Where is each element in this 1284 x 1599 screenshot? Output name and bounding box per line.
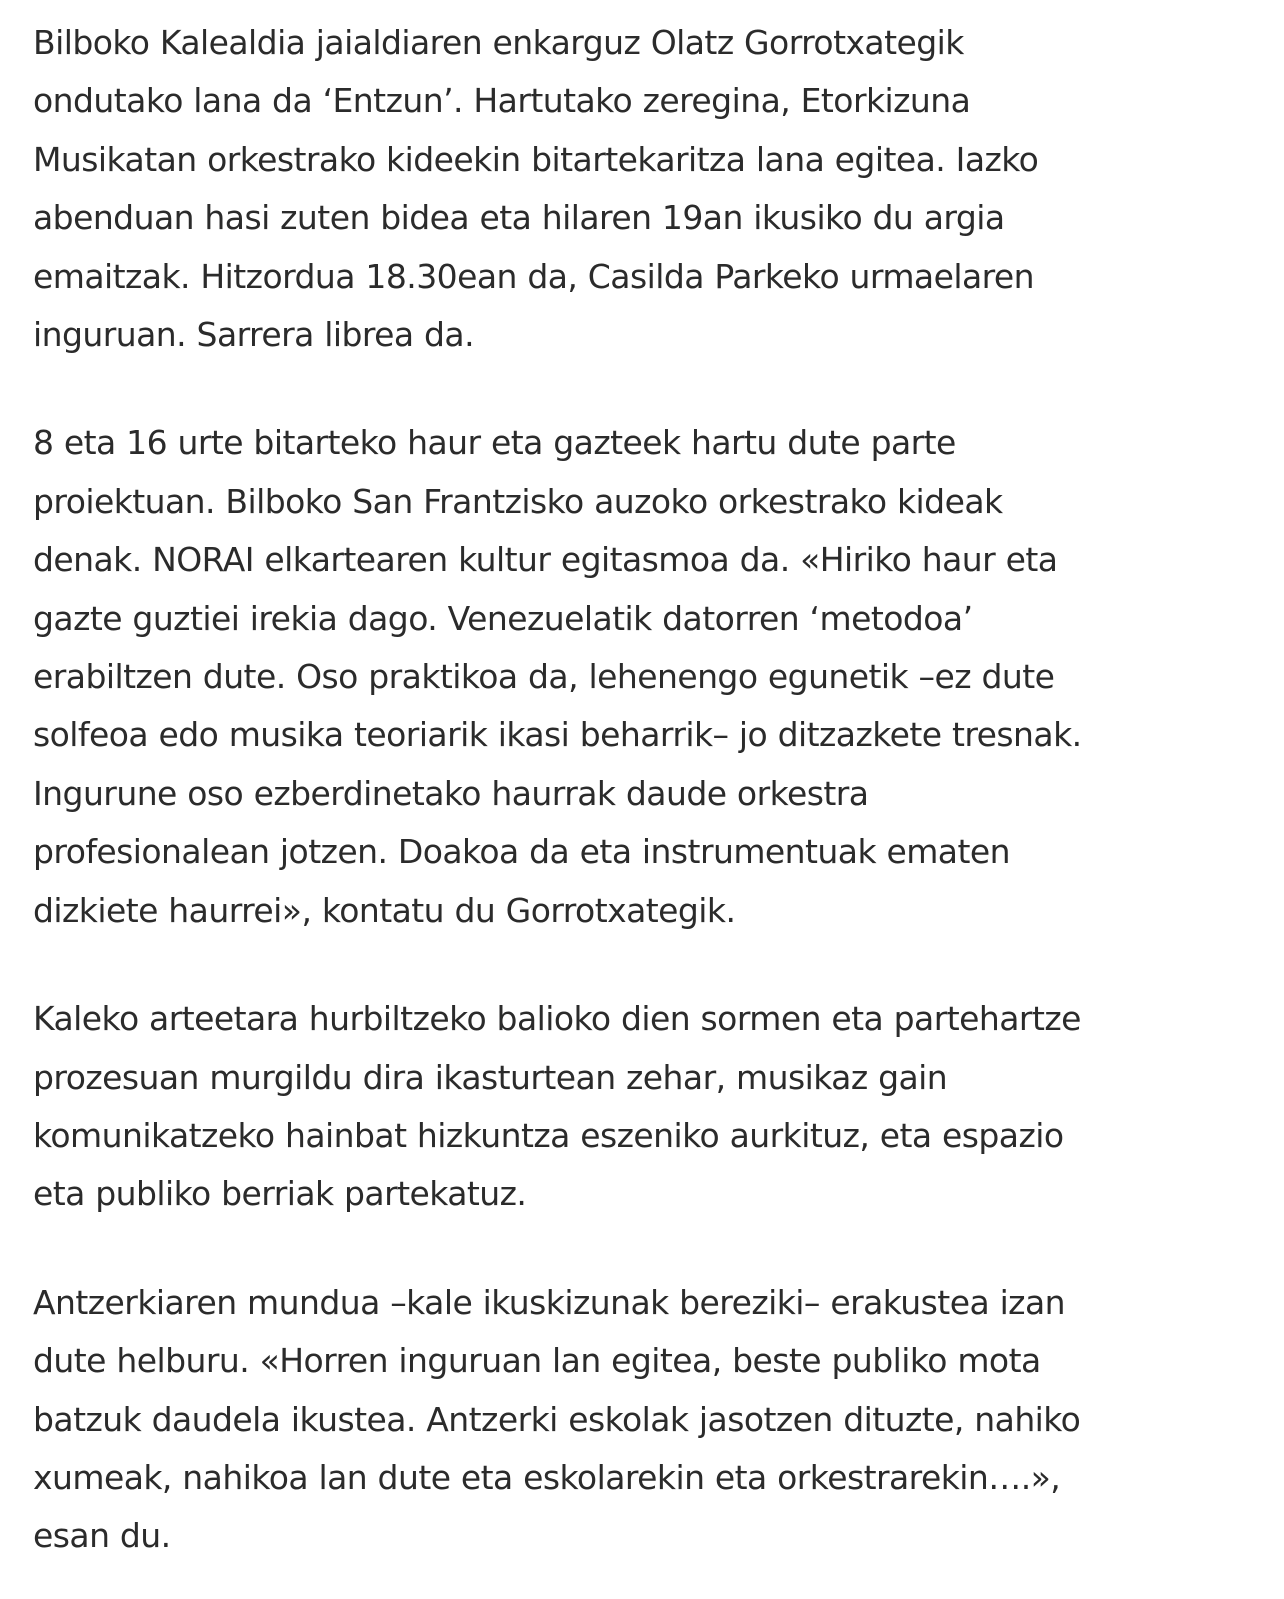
paragraph-1 [33, 14, 1233, 364]
paragraph-2 [33, 414, 1233, 940]
text-line: prozesuan murgildu dira ikasturtean zehar, musikaz gain [33, 1057, 948, 1097]
paragraph-4 [33, 1274, 1233, 1566]
paragraph-3 [33, 990, 1233, 1224]
text-line: dizkiete haurrei», kontatu du Gorrotxategik. [33, 890, 736, 930]
text-line: Kaleko arteetara hurbiltzeko balioko dien sormen eta partehartze [33, 999, 1081, 1039]
text-line: denak. NORAI elkartearen kultur egitasmoa da. «Hiriko haur eta [33, 540, 1058, 580]
text-line: esan du. [33, 1516, 171, 1556]
text-line: proiektuan. Bilboko San Frantzisko auzoko orkestrako kideak [33, 481, 1003, 521]
article-body [33, 14, 1233, 1566]
text-line: erabiltzen dute. Oso praktikoa da, lehenengo egunetik –ez dute [33, 657, 1055, 697]
text-line: Bilboko Kalealdia jaialdiaren enkarguz Olatz Gorrotxategik [33, 23, 964, 62]
text-line: eta publiko berriak partekatuz. [33, 1174, 527, 1214]
text-line: komunikatzeko hainbat hizkuntza eszeniko aurkituz, eta espazio [33, 1115, 1064, 1155]
text-line: batzuk daudela ikustea. Antzerki eskolak jasotzen dituzte, nahiko [33, 1399, 1081, 1439]
text-line: emaitzak. Hitzordua 18.30ean da, Casilda Parkeko urmaelaren [33, 256, 1035, 296]
text-line: gazte guztiei irekia dago. Venezuelatik datorren ‘metodoa’ [33, 598, 973, 638]
text-line: ondutako lana da ‘Entzun’. Hartutako zeregina, Etorkizuna [33, 81, 971, 121]
text-line: dute helburu. «Horren inguruan lan egitea, beste publiko mota [33, 1341, 1041, 1381]
text-line: 8 eta 16 urte bitarteko haur eta gazteek hartu dute parte [33, 423, 956, 463]
text-line: solfeoa edo musika teoriarik ikasi beharrik– jo ditzazkete tresnak. [33, 715, 1082, 755]
text-line: inguruan. Sarrera librea da. [33, 315, 475, 355]
text-line: abenduan hasi zuten bidea eta hilaren 19an ikusiko du argia [33, 198, 1005, 238]
text-line: profesionalean jotzen. Doakoa da eta instrumentuak ematen [33, 832, 1010, 872]
text-line: Antzerkiaren mundua –kale ikuskizunak bereziki– erakustea izan [33, 1282, 1065, 1322]
text-line: xumeak, nahikoa lan dute eta eskolarekin eta orkestrarekin….», [33, 1457, 1061, 1497]
text-line: Ingurune oso ezberdinetako haurrak daude orkestra [33, 773, 869, 813]
text-line: Musikatan orkestrako kideekin bitartekaritza lana egitea. Iazko [33, 139, 1039, 179]
